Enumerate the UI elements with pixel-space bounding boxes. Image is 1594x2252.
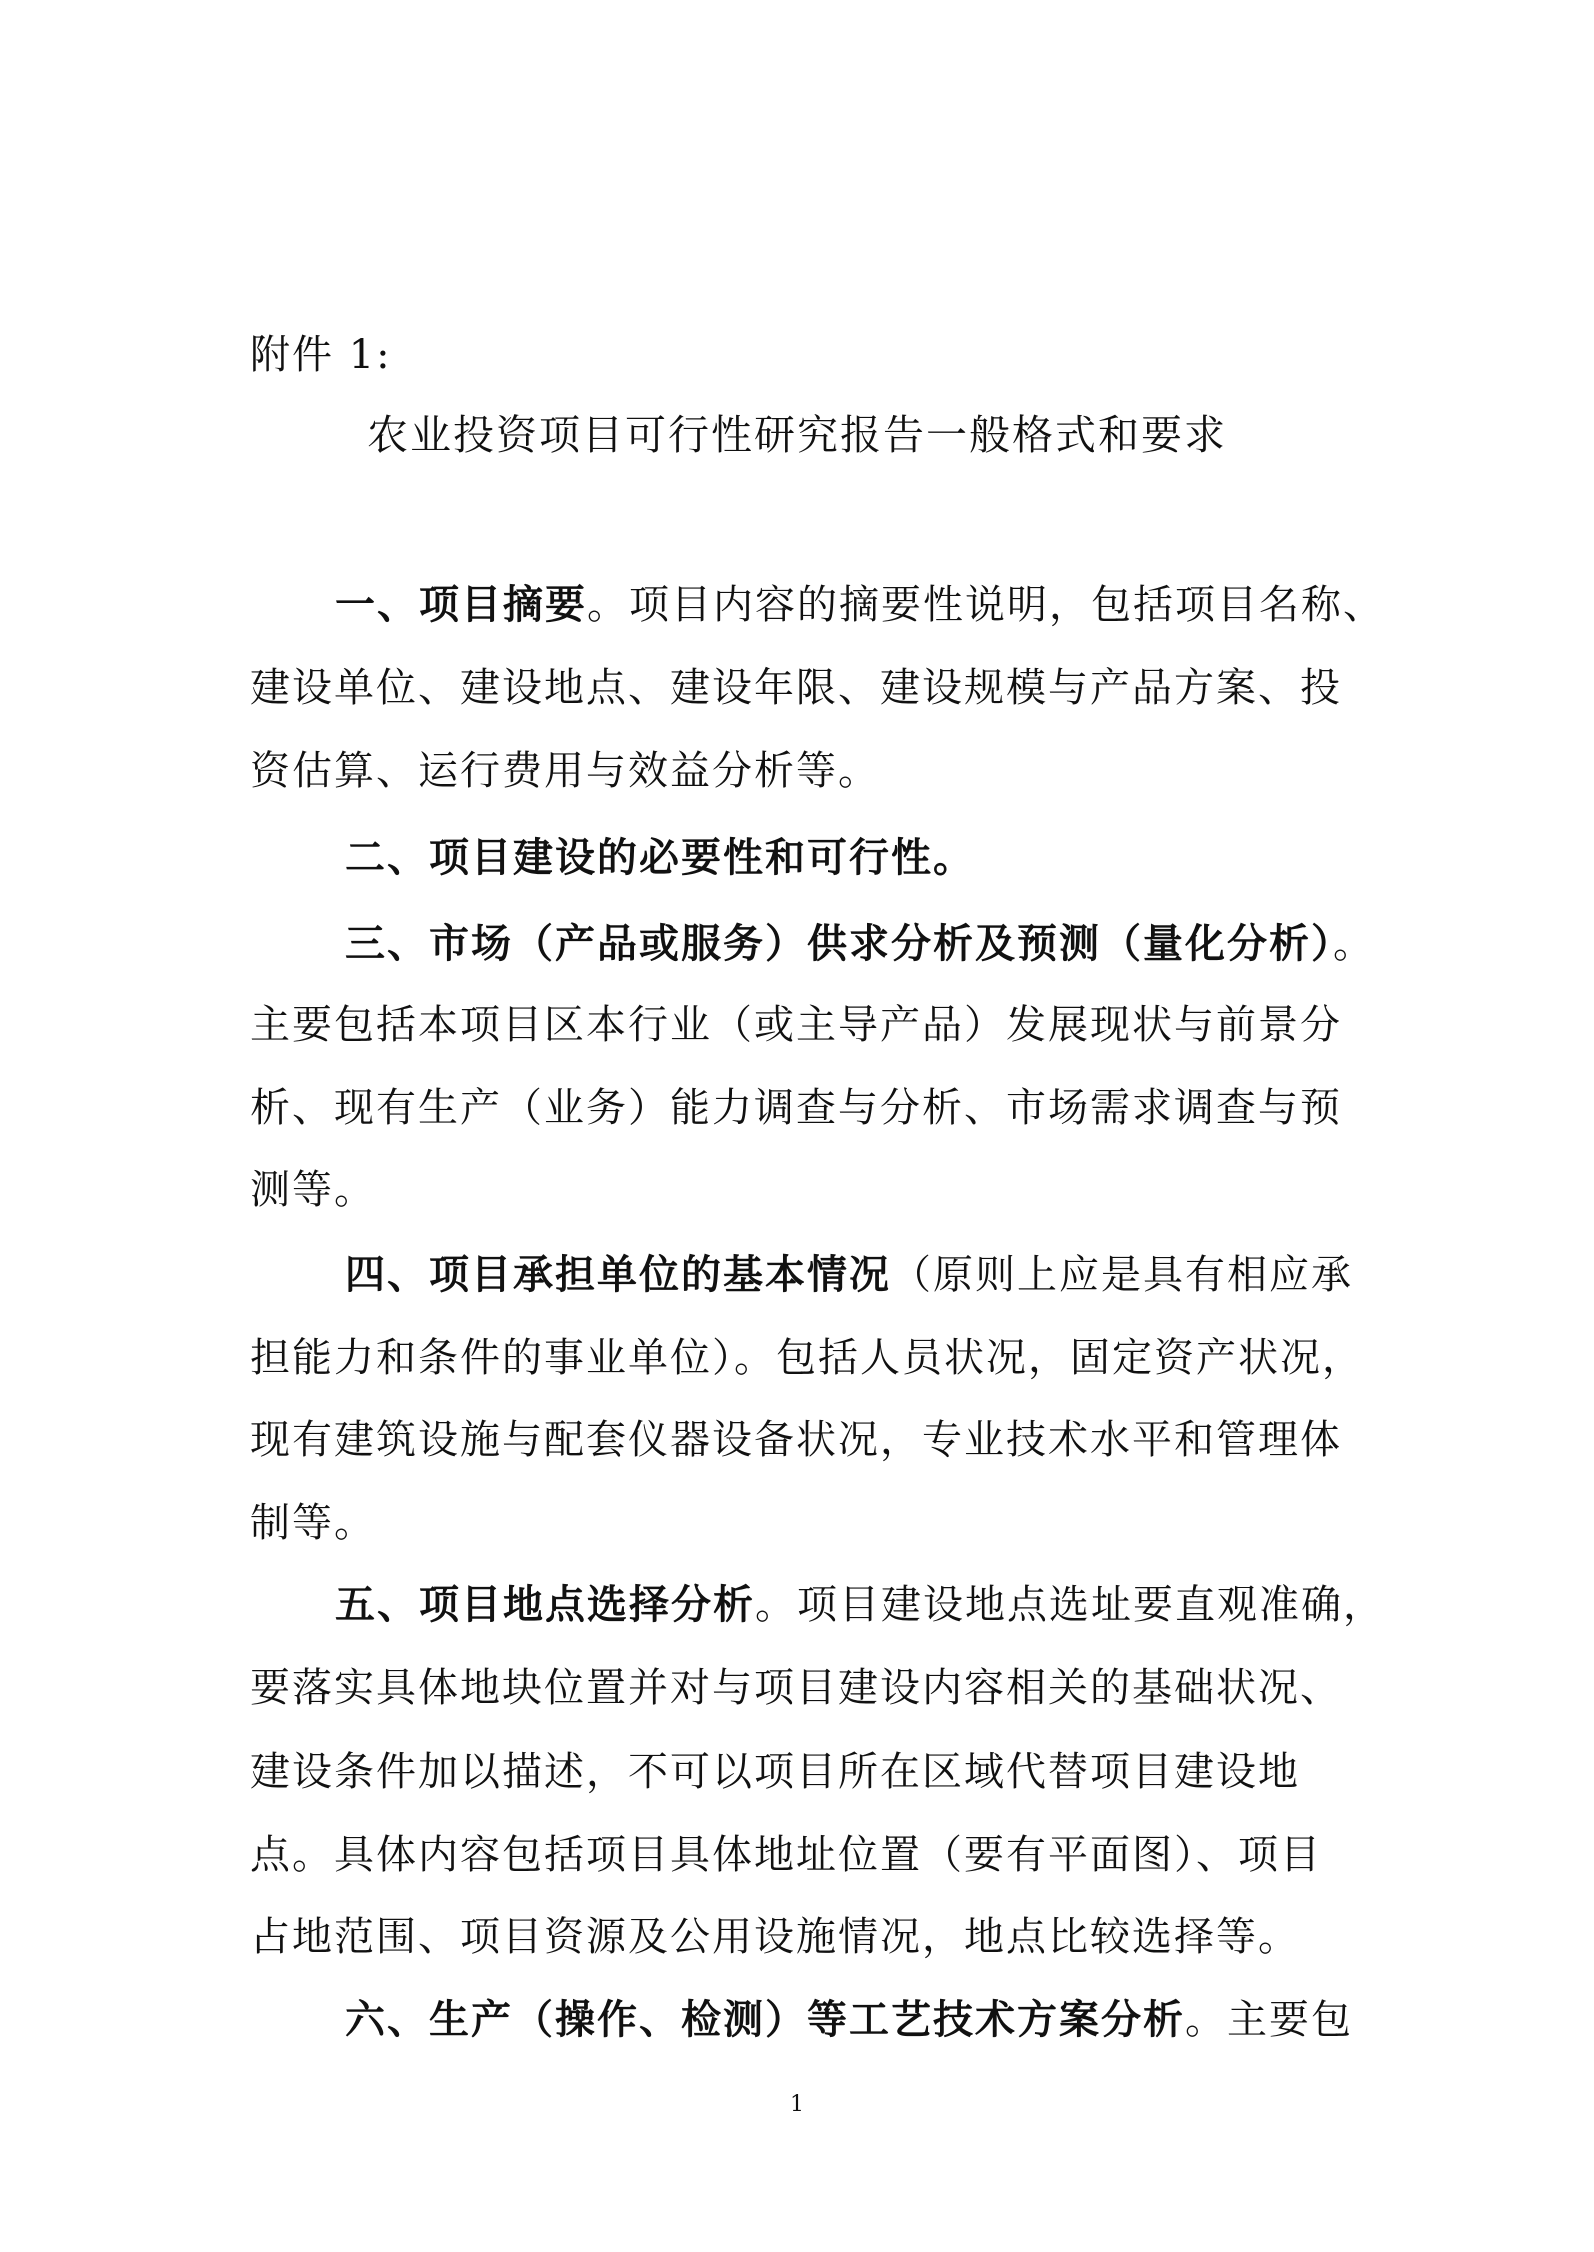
section-4-text: （原则上应是具有相应承 (891, 1252, 1353, 1298)
section-3-heading-tail: 。 (1333, 921, 1375, 967)
section-5-line-2: 要落实具体地块位置并对与项目建设内容相关的基础状况、 (250, 1665, 1342, 1711)
section-1-line-2: 建设单位、建设地点、建设年限、建设规模与产品方案、投 (250, 665, 1342, 711)
section-5-line-5: 占地范围、项目资源及公用设施情况，地点比较选择等。 (250, 1914, 1300, 1960)
section-1-heading: 一、项目摘要 (335, 581, 587, 628)
section-3-heading: 三、市场（产品或服务）供求分析及预测（量化分析） (345, 920, 1333, 967)
section-5-line-3: 建设条件加以描述，不可以项目所在区域代替项目建设地 (250, 1749, 1300, 1795)
page-number: 1 (790, 2092, 804, 2117)
section-4-line-4: 制等。 (250, 1500, 376, 1546)
section-3-line-1 (345, 914, 1375, 974)
section-2-heading: 二、项目建设的必要性和可行性。 (345, 834, 975, 881)
section-6-text: 。主要包 (1185, 1997, 1353, 2043)
section-5-line-1 (335, 1575, 1385, 1635)
section-5-line-4: 点。具体内容包括项目具体地址位置（要有平面图）、项目 (250, 1832, 1322, 1878)
section-6-line-1 (345, 1990, 1353, 2050)
section-4-heading: 四、项目承担单位的基本情况 (345, 1251, 891, 1298)
section-3-line-4: 测等。 (250, 1167, 376, 1213)
attachment-label: 附件 1: (250, 332, 392, 378)
section-6-heading: 六、生产（操作、检测）等工艺技术方案分析 (345, 1996, 1185, 2043)
section-1-line-1 (335, 575, 1385, 635)
section-4-line-2: 担能力和条件的事业单位）。包括人员状况，固定资产状况， (250, 1335, 1364, 1381)
section-3-line-2: 主要包括本项目区本行业（或主导产品）发展现状与前景分 (250, 1002, 1342, 1048)
section-2-line-1 (345, 828, 975, 888)
section-5-text: 。项目建设地点选址要直观准确， (755, 1582, 1385, 1628)
document-title: 农业投资项目可行性研究报告一般格式和要求 (367, 411, 1227, 459)
section-3-line-3: 析、现有生产（业务）能力调查与分析、市场需求调查与预 (250, 1085, 1342, 1131)
section-4-line-1 (345, 1245, 1353, 1305)
section-4-line-3: 现有建筑设施与配套仪器设备状况，专业技术水平和管理体 (250, 1417, 1342, 1463)
section-5-heading: 五、项目地点选择分析 (335, 1581, 755, 1628)
section-1-text: 。项目内容的摘要性说明，包括项目名称、 (587, 582, 1385, 628)
section-1-line-3: 资估算、运行费用与效益分析等。 (250, 748, 880, 794)
